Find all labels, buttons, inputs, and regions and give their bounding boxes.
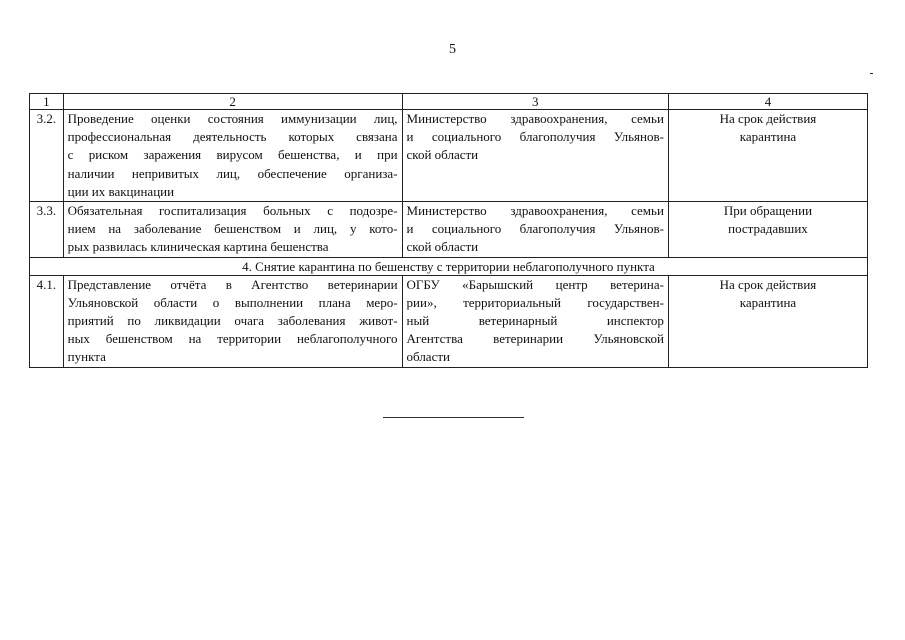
- table-row: [30, 275, 868, 367]
- measure-line: Представление отчёта в Агентство ветеринарии: [67, 276, 398, 292]
- measure-line: приятий по ликвидации очага заболевания живот-: [67, 313, 398, 329]
- term-line: При обращении: [723, 203, 813, 219]
- page-number: 5: [449, 42, 456, 57]
- responsible-line: области: [406, 349, 450, 365]
- responsible-line: ской области: [406, 147, 479, 163]
- measure-cell: [63, 110, 402, 202]
- responsible-line: и социального благополучия Ульянов-: [406, 129, 664, 145]
- corner-mark: [870, 73, 873, 74]
- row-number: 3.3.: [30, 202, 64, 258]
- closing-rule: [383, 417, 524, 418]
- section-row: [30, 257, 868, 275]
- responsible-line: Агентства ветеринарии Ульяновской: [406, 331, 664, 347]
- term-line: На срок действия: [719, 276, 817, 292]
- column-header-3: 3: [402, 94, 668, 110]
- term-line: карантина: [739, 129, 797, 145]
- measure-line: ции их вакцинации: [67, 183, 175, 199]
- measure-line: Ульяновской области о выполнении плана меро-: [67, 294, 398, 310]
- measure-line: наличии непривитых лиц, обеспечение организа-: [67, 165, 398, 181]
- measures-table: [29, 93, 868, 368]
- section-title: 4. Снятие карантина по бешенству с территории неблагополучного пункта: [30, 257, 868, 275]
- row-number: 3.2.: [30, 110, 64, 202]
- measure-line: рых развилась клиническая картина бешенства: [67, 239, 329, 255]
- term-cell: [668, 275, 867, 367]
- measure-line: нием на заболевание бешенством и лиц, у кото-: [67, 221, 398, 237]
- responsible-line: ный ветеринарный инспектор: [406, 313, 664, 329]
- column-header-1: 1: [30, 94, 64, 110]
- table-header-row: [30, 94, 868, 110]
- responsible-line: ОГБУ «Барышский центр ветерина-: [406, 276, 664, 292]
- measure-line: пункта: [67, 349, 106, 365]
- responsible-cell: [402, 202, 668, 258]
- measure-line: Проведение оценки состояния иммунизации лиц,: [67, 111, 398, 126]
- responsible-line: рии», территориальный государствен-: [406, 294, 664, 310]
- term-line: пострадавших: [728, 221, 808, 237]
- table-row: [30, 110, 868, 202]
- term-line: карантина: [739, 294, 797, 310]
- measure-line: Обязательная госпитализация больных с подозре-: [67, 203, 398, 219]
- measure-cell: [63, 275, 402, 367]
- measure-line: ных бешенством на территории неблагополучного: [67, 331, 398, 347]
- measure-line: с риском заражения вирусом бешенства, и при: [67, 147, 398, 163]
- column-header-4: 4: [668, 94, 867, 110]
- measure-cell: [63, 202, 402, 258]
- term-line: На срок действия: [719, 111, 817, 126]
- responsible-line: и социального благополучия Ульянов-: [406, 221, 664, 237]
- term-cell: [668, 202, 867, 258]
- row-number: 4.1.: [30, 275, 64, 367]
- responsible-line: Министерство здравоохранения, семьи: [406, 203, 664, 219]
- responsible-line: Министерство здравоохранения, семьи: [406, 111, 664, 126]
- responsible-cell: [402, 275, 668, 367]
- responsible-cell: [402, 110, 668, 202]
- column-header-2: 2: [63, 94, 402, 110]
- measure-line: профессиональная деятельность которых связана: [67, 129, 398, 145]
- term-cell: [668, 110, 867, 202]
- table-row: [30, 202, 868, 258]
- responsible-line: ской области: [406, 239, 479, 255]
